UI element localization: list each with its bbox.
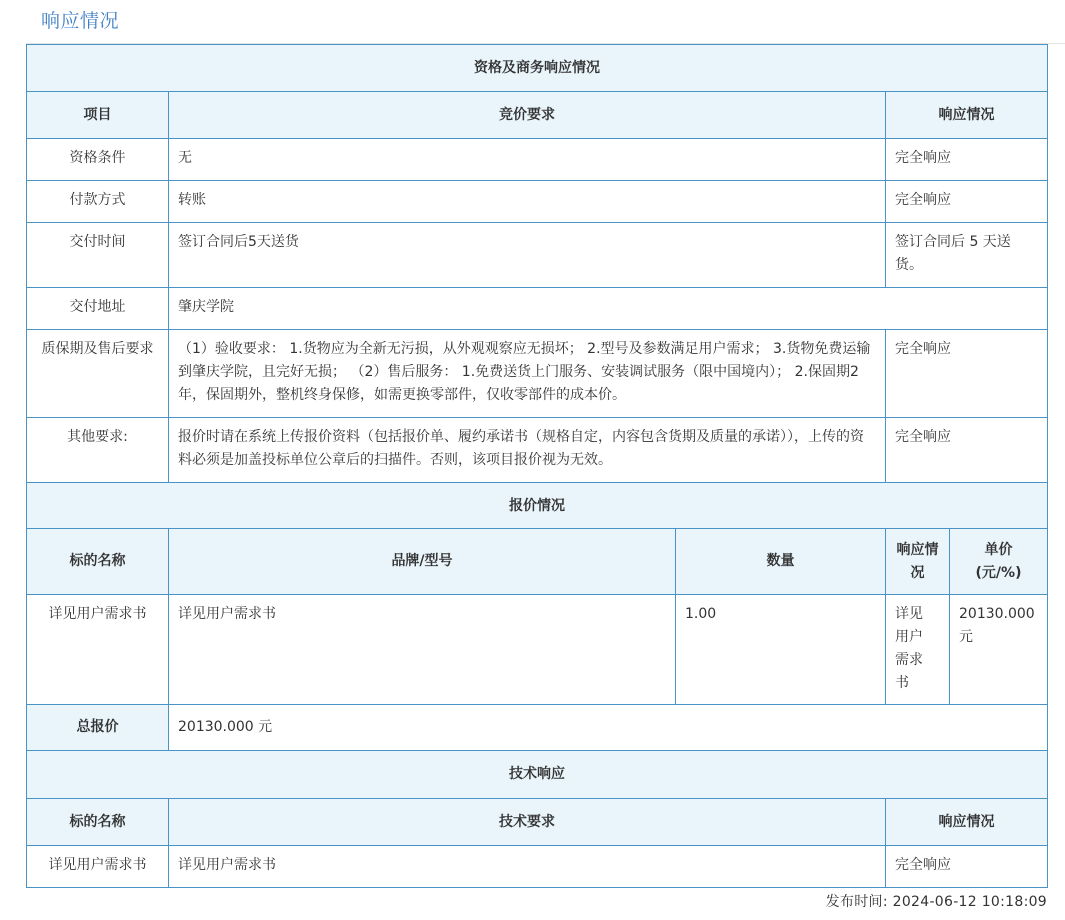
total-label: 总报价 — [27, 705, 169, 751]
header-response: 响应情况 — [886, 529, 950, 595]
row-response: 完全响应 — [886, 418, 1048, 483]
table-row — [27, 595, 1048, 705]
table-row — [27, 181, 1048, 223]
row-name: 详见用户需求书 — [27, 595, 169, 705]
table-row — [27, 846, 1048, 888]
technical-table — [26, 750, 1048, 888]
table-row — [27, 223, 1048, 288]
row-item-label: 交付地址 — [27, 288, 169, 330]
row-requirement: 签订合同后5天送货 — [169, 223, 886, 288]
row-requirement: 报价时请在系统上传报价资料（包括报价单、履约承诺书（规格自定，内容包含货期及质量的承诺）），上传的资料必须是加盖投标单位公章后的扫描件。否则，该项目报价视为无效。 — [169, 418, 886, 483]
row-response: 完全响应 — [886, 330, 1048, 418]
row-requirement: 无 — [169, 139, 886, 181]
row-quantity: 1.00 — [676, 595, 886, 705]
header-item: 项目 — [27, 92, 169, 139]
quotation-table — [26, 528, 1048, 751]
header-response: 响应情况 — [886, 92, 1048, 139]
row-unit-price: 20130.000 元 — [950, 595, 1048, 705]
qualification-section-title: 资格及商务响应情况 — [27, 45, 1048, 92]
row-tech-requirement: 详见用户需求书 — [169, 846, 886, 888]
publish-time — [826, 891, 1047, 911]
technical-section-title: 技术响应 — [27, 751, 1048, 799]
publish-value: 2024-06-12 10:18:09 — [892, 894, 1047, 910]
row-item-label: 质保期及售后要求 — [27, 330, 169, 418]
header-brand: 品牌/型号 — [169, 529, 676, 595]
header-tech-requirement: 技术要求 — [169, 799, 886, 846]
row-item-label: 其他要求: — [27, 418, 169, 483]
table-row — [27, 139, 1048, 181]
row-response: 完全响应 — [886, 139, 1048, 181]
row-item-label: 资格条件 — [27, 139, 169, 181]
row-response: 完全响应 — [886, 846, 1048, 888]
header-name: 标的名称 — [27, 529, 169, 595]
header-quantity: 数量 — [676, 529, 886, 595]
row-requirement: 转账 — [169, 181, 886, 223]
page-title: 响应情况 — [41, 10, 120, 32]
quotation-section-title: 报价情况 — [27, 483, 1048, 530]
row-item-label: 交付时间 — [27, 223, 169, 288]
row-brand: 详见用户需求书 — [169, 595, 676, 705]
header-name: 标的名称 — [27, 799, 169, 846]
total-value: 20130.000 元 — [169, 705, 1048, 751]
table-row — [27, 288, 1048, 330]
row-response: 详见用户需求书 — [886, 595, 950, 705]
row-item-label: 付款方式 — [27, 181, 169, 223]
row-name: 详见用户需求书 — [27, 846, 169, 888]
header-requirement: 竞价要求 — [169, 92, 886, 139]
qualification-table — [26, 44, 1048, 530]
publish-label: 发布时间: — [825, 894, 888, 910]
table-row — [27, 330, 1048, 418]
row-response: 签订合同后 5 天送货。 — [886, 223, 1048, 288]
row-requirement: 肇庆学院 — [169, 288, 1048, 330]
header-unit-price: 单价(元/%) — [950, 529, 1048, 595]
table-row — [27, 418, 1048, 483]
header-response: 响应情况 — [886, 799, 1048, 846]
row-response: 完全响应 — [886, 181, 1048, 223]
row-requirement: （1）验收要求： 1.货物应为全新无污损，从外观观察应无损坏； 2.型号及参数满足用户需求； 3.货物免费运输到肇庆学院，且完好无损； （2）售后服务： 1.免费送货上门服务、安装调试服务（限中国境内）； 2.保固期2年，保固期外，整机终身保修，如需更换零部件，仅收零部件的成本价。 — [169, 330, 886, 418]
